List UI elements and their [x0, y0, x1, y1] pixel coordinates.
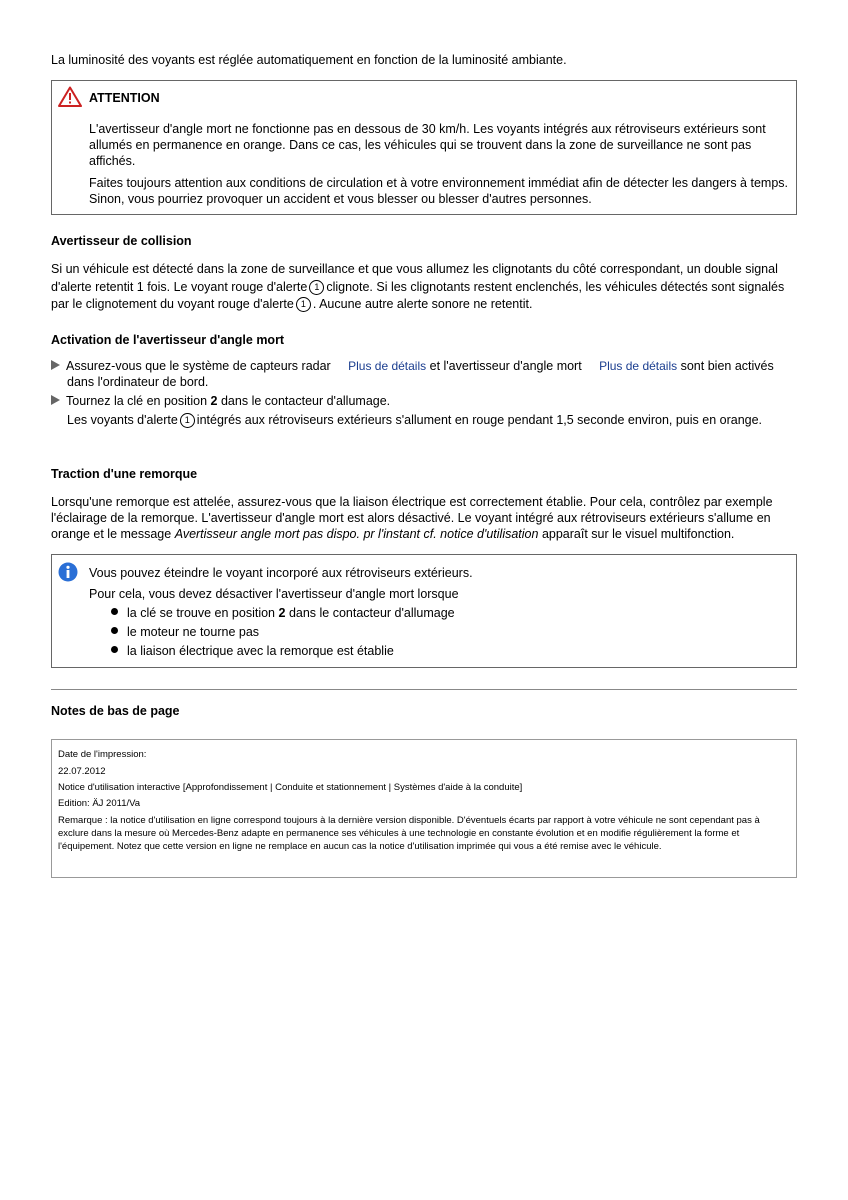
attention-paragraph-1: L'avertisseur d'angle mort ne fonctionne pas en dessous de 30 km/h. Les voyants intégrés aux rétroviseurs extérieurs sont allumés en permanence en orange. Dans ce cas, les véhicules qui se trouvent dans la zone de surveillance ne sont pas affichés.	[89, 122, 766, 168]
info-box	[51, 554, 797, 668]
attention-title: ATTENTION	[89, 91, 160, 105]
info-bullet-3: la liaison électrique avec la remorque est établie	[111, 643, 394, 659]
info-paragraph-2: Pour cela, vous devez désactiver l'avertisseur d'angle mort lorsque	[89, 587, 459, 601]
trailer-heading: Traction d'une remorque	[51, 467, 198, 481]
collision-heading: Avertisseur de collision	[51, 234, 192, 248]
step-arrow-icon	[51, 395, 60, 405]
bullet-icon	[111, 627, 118, 634]
warning-lamp-icon: 1	[309, 280, 324, 295]
print-date-label: Date de l'impression:	[58, 749, 147, 760]
activation-step-2: Tournez la clé en position 2 dans le contacteur d'allumage.	[51, 393, 390, 409]
activation-step-1-cont: dans l'ordinateur de bord.	[67, 375, 209, 389]
info-bullet-1: la clé se trouve en position 2 dans le contacteur d'allumage	[111, 605, 455, 621]
remark: Remarque : la notice d'utilisation en ligne correspond toujours à la dernière version disponible. D'éventuels écarts par rapport à votre véhicule ne sont cependant pas à exclure dans la mesure où Mercedes-Benz adapte en permanence ses véhicules à une technologie en constante évolution et en modifie régulièrement la forme et l'équipement. Notez que cette version en ligne ne remplace en aucun cas la notice d'utilisation imprimée qui vous a été remise avec le véhicule.	[58, 815, 760, 852]
trailer-text: Lorsqu'une remorque est attelée, assurez-vous que la liaison électrique est correctement établie. Pour cela, contrôlez par exemple l'éclairage de la remorque. L'avertisseur d'angle mort est alors désactivé. Le voyant intégré aux rétroviseurs extérieurs s'allume en orange et le message Avertisseur angle mort pas dispo. pr l'instant cf. notice d'utilisation apparaît sur le visuel multifonction.	[51, 495, 773, 541]
details-link-blind-spot[interactable]: Plus de détails	[599, 359, 678, 373]
bullet-icon	[111, 646, 118, 653]
activation-step-1: Assurez-vous que le système de capteurs radar Plus de détails et l'avertisseur d'angle mort Plus de détails sont bien activés	[51, 358, 797, 374]
warning-lamp-icon: 1	[180, 413, 195, 428]
info-bullet-2: le moteur ne tourne pas	[111, 624, 259, 640]
activation-heading: Activation de l'avertisseur d'angle mort	[51, 333, 285, 347]
attention-paragraph-2: Faites toujours attention aux conditions de circulation et à votre environnement immédiat afin de détecter les dangers à temps. Sinon, vous pourriez provoquer un accident et vous blesser ou blesser d'autres personnes.	[89, 176, 788, 206]
collision-text: Si un véhicule est détecté dans la zone de surveillance et que vous allumez les clignotants du côté correspondant, un double signal d'alerte retentit 1 fois. Le voyant rouge d'alerte 1 clignote. Si les clignotants restent enclenchés, les véhicules détectés sont signalés par le clignotement du voyant rouge d'alerte 1 . Aucune autre alerte sonore ne retentit.	[51, 262, 785, 311]
print-date-value: 22.07.2012	[58, 766, 106, 777]
breadcrumb: Notice d'utilisation interactive [Approfondissement | Conduite et stationnement | Systèmes d'aide à la conduite]	[58, 782, 523, 793]
footnotes-box	[51, 739, 797, 878]
intro-text: La luminosité des voyants est réglée automatiquement en fonction de la luminosité ambiante.	[51, 53, 567, 67]
info-paragraph-1: Vous pouvez éteindre le voyant incorporé aux rétroviseurs extérieurs.	[89, 566, 473, 580]
divider	[51, 689, 797, 690]
step-arrow-icon	[51, 360, 60, 370]
warning-triangle-icon	[58, 86, 82, 111]
attention-box	[51, 80, 797, 215]
warning-lamp-icon: 1	[296, 297, 311, 312]
details-link-radar[interactable]: Plus de détails	[348, 359, 427, 373]
activation-result: Les voyants d'alerte 1 intégrés aux rétroviseurs extérieurs s'allument en rouge pendant 1,5 seconde environ, puis en orange.	[67, 413, 763, 427]
footnotes-heading: Notes de bas de page	[51, 704, 180, 718]
bullet-icon	[111, 608, 118, 615]
edition: Edition: ÄJ 2011/Va	[58, 798, 141, 809]
info-icon	[58, 562, 78, 586]
